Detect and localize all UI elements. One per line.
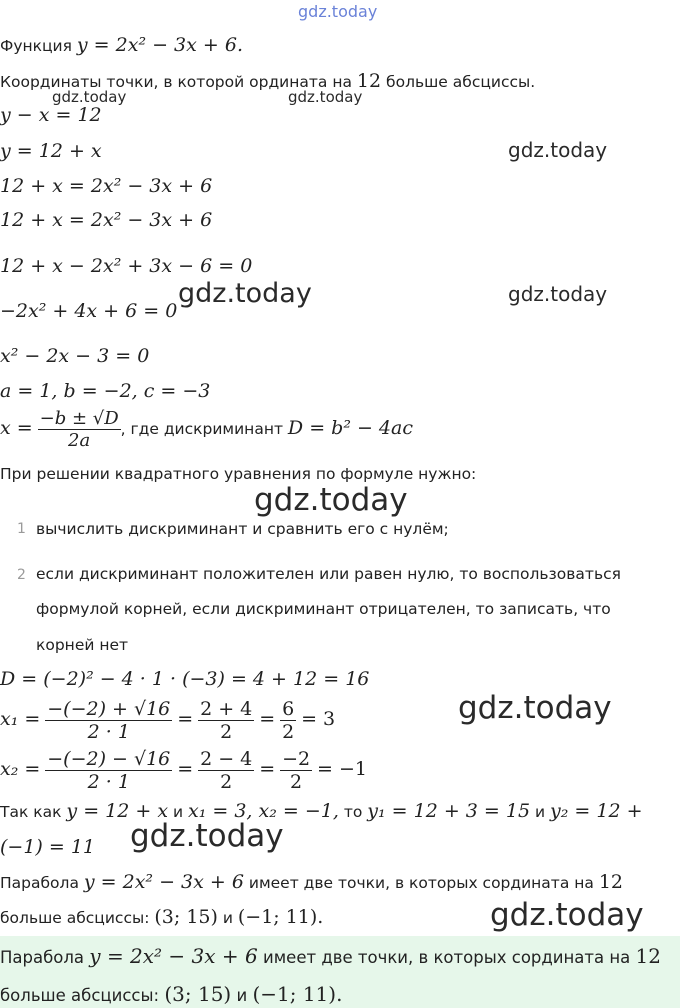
watermark: gdz.today [52, 88, 127, 106]
fraction: $\frac{-b \pm √D}{2a}$ [39, 408, 119, 451]
list-item: если дискриминант положителен или равен нулю, то воспользоваться [36, 565, 621, 583]
equation: 12 + x − 2x² + 3x − 6 = 0 [0, 255, 253, 277]
condition-line: Координаты точки, в которой ордината на 12 больше абсциссы. [0, 70, 536, 92]
watermark-top: gdz.today [298, 2, 378, 21]
equation: y = 12 + x [0, 140, 102, 162]
since-line-cont: (−1) = 11 [0, 836, 96, 858]
method-intro: При решении квадратного уравнения по формуле нужно: [0, 465, 477, 483]
watermark: gdz.today [508, 138, 608, 162]
answer-box [0, 936, 680, 1008]
discriminant-calc: D = (−2)² − 4 · 1 · (−3) = 4 + 12 = 16 [0, 668, 370, 690]
watermark: gdz.today [508, 282, 608, 306]
answer-line-cont: больше абсциссы: (3; 15) и (−1; 11). [0, 982, 343, 1006]
function-line: Функция y = 2x² − 3x + 6. [0, 34, 243, 56]
fraction: $\frac{-(-2) + √16}{2 \cdot 1}$ [47, 698, 171, 743]
list-item-cont: формулой корней, если дискриминант отрицателен, то записать, что [36, 600, 611, 618]
equation: x² − 2x − 3 = 0 [0, 345, 150, 367]
since-line: Так как y = 12 + x и x₁ = 3, x₂ = −1, то y₁ = 12 + 3 = 15 и y₂ = 12 + [0, 800, 643, 822]
fraction: $\frac{2 - 4}{2}$ [200, 748, 253, 792]
list-number: 2 [17, 567, 26, 583]
equation: y − x = 12 [0, 104, 102, 126]
watermark: gdz.today [130, 818, 284, 854]
x1-formula: x₁ = $\frac{-(-2) + √16}{2 \cdot 1}$ = $\frac{2 + 4}{2}$ = $\frac{6}{2}$ = 3 [0, 698, 336, 743]
list-item: вычислить дискриминант и сравнить его с нулём; [36, 520, 449, 538]
fraction: $\frac{6}{2}$ [282, 698, 295, 743]
equation: a = 1, b = −2, c = −3 [0, 380, 211, 402]
list-item-cont: корней нет [36, 636, 129, 654]
watermark: gdz.today [288, 88, 363, 106]
equation: 12 + x = 2x² − 3x + 6 [0, 175, 213, 197]
fraction: $\frac{2 + 4}{2}$ [200, 698, 253, 743]
watermark: gdz.today [490, 897, 644, 933]
roots-formula: x = $\frac{-b \pm √D}{2a}$ , где дискриминант D = b² − 4ac [0, 408, 413, 451]
answer-line: Парабола y = 2x² − 3x + 6 имеет две точки, в которых сордината на 12 [0, 944, 661, 968]
fraction: $\frac{-(-2) - √16}{2 \cdot 1}$ [47, 748, 171, 792]
x2-formula: x₂ = $\frac{-(-2) - √16}{2 \cdot 1}$ = $\frac{2 - 4}{2}$ = $\frac{-2}{2}$ = −1 [0, 748, 367, 792]
equation: 12 + x = 2x² − 3x + 6 [0, 209, 213, 231]
fraction: $\frac{-2}{2}$ [282, 748, 311, 792]
conclusion-line: Парабола y = 2x² − 3x + 6 имеет две точки, в которых сордината на 12 [0, 871, 624, 893]
conclusion-line-cont: больше абсциссы: (3; 15) и (−1; 11). [0, 906, 324, 928]
equation: −2x² + 4x + 6 = 0 [0, 300, 178, 322]
watermark: gdz.today [254, 482, 408, 518]
list-number: 1 [17, 521, 26, 537]
watermark: gdz.today [458, 690, 612, 726]
watermark: gdz.today [178, 278, 312, 309]
function-formula: y = 2x² − 3x + 6. [76, 34, 243, 56]
